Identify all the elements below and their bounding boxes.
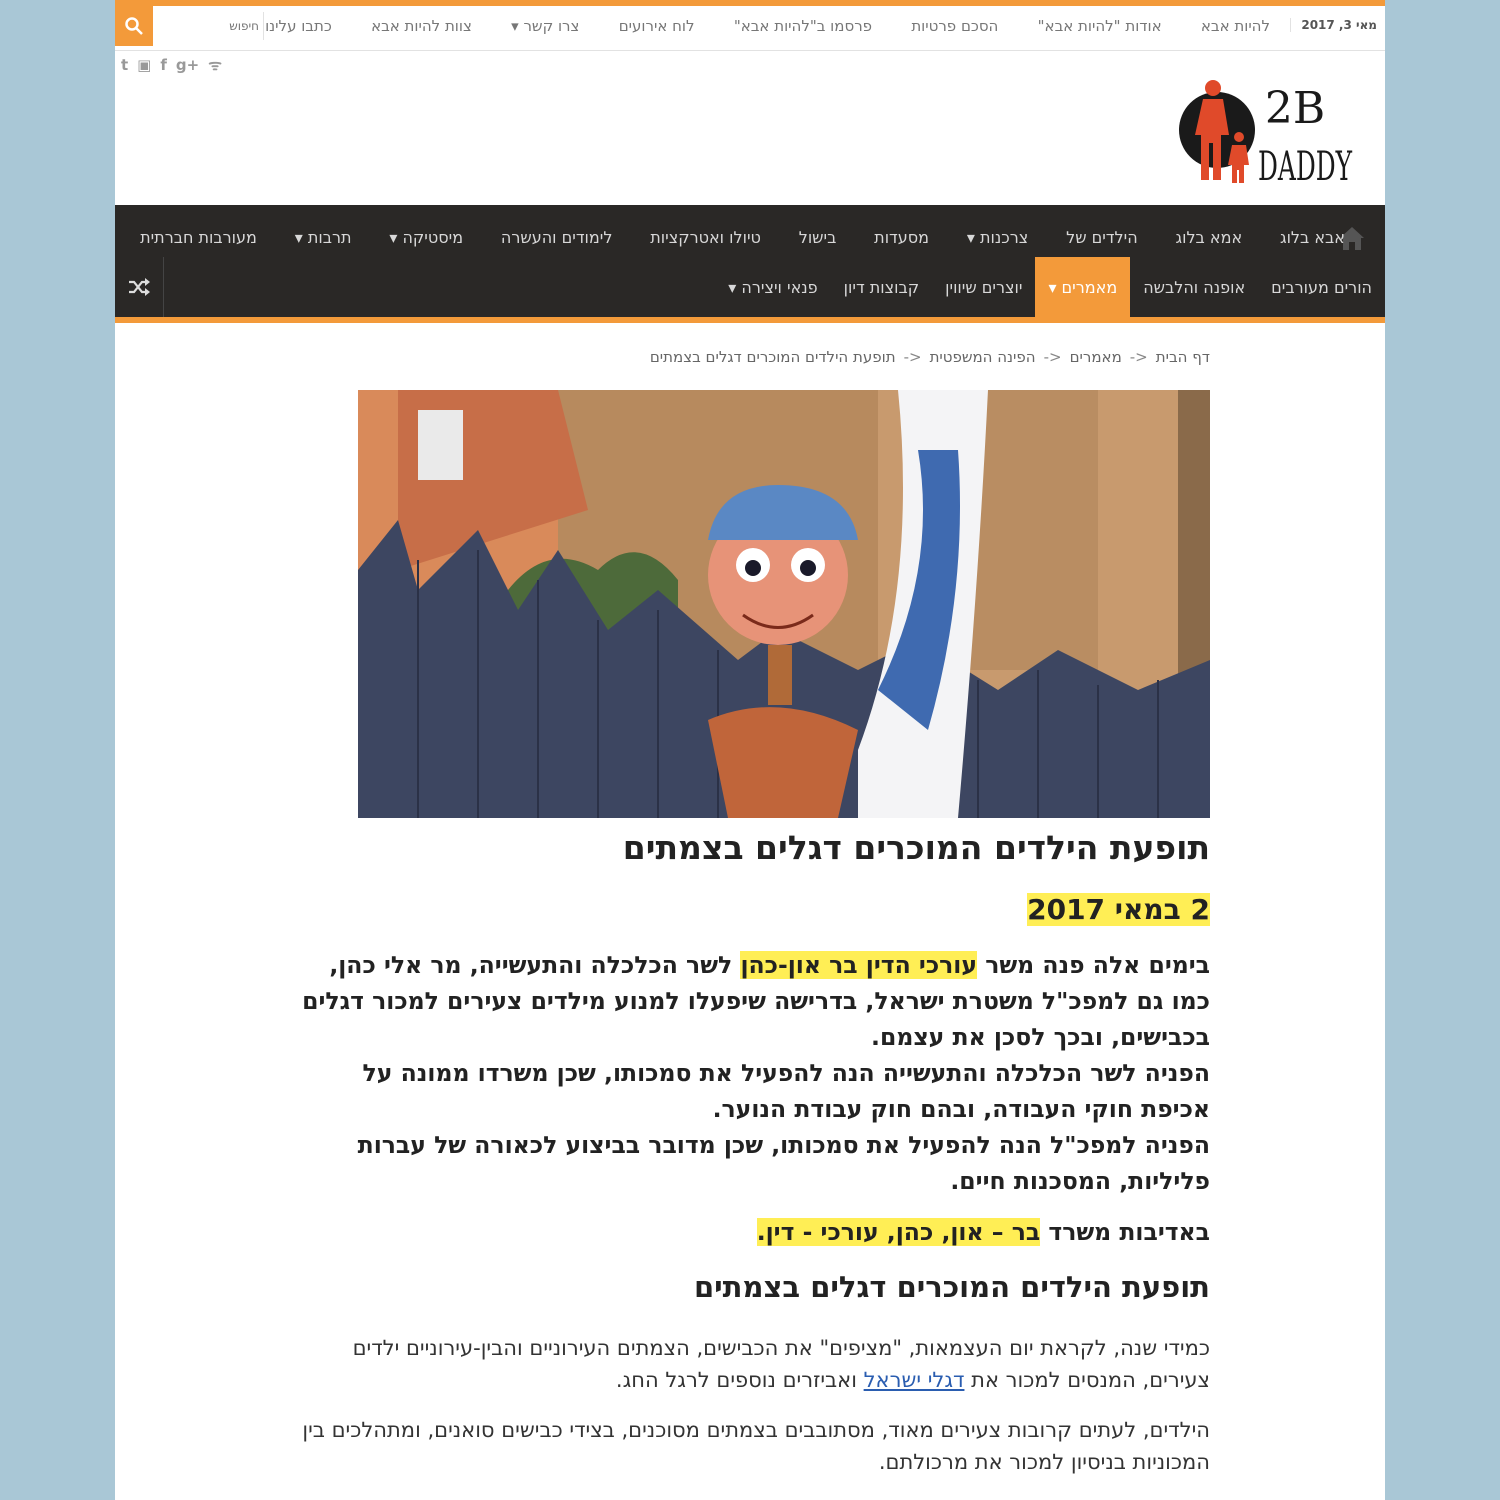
- top-link[interactable]: כתבו עלינו: [265, 17, 332, 35]
- nav-item[interactable]: [1130, 257, 1258, 317]
- nav-item[interactable]: [715, 257, 830, 317]
- article-subtitle: תופעת הילדים המוכרים דגלים בצמתים: [693, 1270, 1210, 1304]
- nav-item-active[interactable]: [1035, 257, 1130, 317]
- nav-item[interactable]: אמא בלוג: [1175, 227, 1243, 247]
- breadcrumb-current: תופעת הילדים המוכרים דגלים בצמתים: [649, 348, 896, 366]
- nav-item[interactable]: מיסטיקה ▾: [389, 227, 464, 247]
- nav-row-primary: [140, 217, 1345, 257]
- nav-item-label: פנאי ויצירה ▾: [728, 277, 818, 297]
- random-post-button[interactable]: [115, 257, 164, 317]
- top-link[interactable]: לוח אירועים: [618, 17, 695, 35]
- nav-item-label: יוצרים שיווין: [945, 277, 1023, 297]
- nav-item-label: אופנה והלבשה: [1143, 277, 1246, 297]
- paragraph-1: [300, 947, 1210, 1055]
- b2-after: ואביזרים נוספים לרגל החג.: [615, 1368, 857, 1392]
- b2-before: כמידי שנה, לקראת יום העצמאות, "מציפים" את הכבישים, הצמתים העירוניים והבין-עירוניים ילדים צעירים, המנסים למכור את: [352, 1336, 1210, 1392]
- nav-item-label: קבוצות דיון: [843, 277, 920, 297]
- top-link[interactable]: פרסמו ב"להיות אבא": [733, 17, 873, 35]
- nav-accent-line: [115, 317, 1385, 323]
- p1-before: בימים אלה פנה משר: [985, 951, 1210, 979]
- nav-item[interactable]: [932, 257, 1035, 317]
- attrib-highlight: בר – און, כהן, עורכי - דין.: [756, 1218, 1041, 1246]
- attrib-before: באדיבות משרד: [1048, 1218, 1210, 1246]
- breadcrumb: [650, 348, 1210, 366]
- youtube-icon[interactable]: ▣: [137, 56, 152, 74]
- p1-after: לשר הכלכלה והתעשייה, מר אלי כהן, כמו גם למפכ"ל משטרת ישראל, בדרישה שיפעלו למנוע מילדים צעירים למכור דגלים בכבישים, ובכך לסכן את עצמם.: [302, 951, 1210, 1051]
- nav-item-label: הורים מעורבים: [1271, 277, 1372, 297]
- top-link[interactable]: צרו קשר ▾: [511, 17, 580, 35]
- body-paragraph-1: [300, 1332, 1210, 1396]
- article-hero-image: [358, 390, 1210, 818]
- top-bar: [115, 6, 1385, 51]
- top-link[interactable]: להיות אבא: [1200, 17, 1270, 35]
- nav-item[interactable]: טיולו ואטרקציות: [650, 227, 761, 247]
- paragraph-2: הפניה לשר הכלכלה והתעשייה הנה להפעיל את סמכותו, שכן משרדו ממונה על אכיפת חוקי העבודה, ובהם חוק עבודת הנוער.: [362, 1059, 1210, 1123]
- breadcrumb-item[interactable]: דף הבית: [1155, 348, 1210, 366]
- top-link[interactable]: צוות להיות אבא: [371, 17, 472, 35]
- top-link[interactable]: אודות "להיות אבא": [1037, 17, 1162, 35]
- paragraph-3: הפניה למפכ"ל הנה להפעיל את סמכותו, שכן מדובר בביצוע לכאורה של עברות פליליות, המסכנות חיים.: [357, 1131, 1210, 1195]
- tumblr-icon[interactable]: t: [121, 56, 129, 74]
- body-paragraph-2: הילדים, לעתים קרובות צעירים מאוד, מסתובבים בצמתים מסוכנים, בצידי כבישים סואנים, ומתהלכים בין המכוניות בניסיון למכור את מרכולתם.: [302, 1418, 1210, 1474]
- flags-link[interactable]: דגלי ישראל: [863, 1368, 965, 1392]
- breadcrumb-separator: <-: [1043, 348, 1062, 366]
- main-nav: [115, 205, 1385, 317]
- page: [115, 0, 1385, 1500]
- site-logo[interactable]: [1177, 75, 1357, 190]
- article-title: תופעת הילדים המוכרים דגלים בצמתים: [622, 828, 1210, 867]
- article-date: [300, 893, 1210, 926]
- article-date-text: 2 במאי 2017: [1027, 893, 1210, 926]
- breadcrumb-separator: <-: [903, 348, 922, 366]
- logo-text-bottom: DADDY: [1258, 144, 1353, 190]
- breadcrumb-separator: <-: [1129, 348, 1148, 366]
- top-link[interactable]: הסכם פרטיות: [911, 17, 999, 35]
- attribution: [300, 1218, 1210, 1246]
- top-nav: [265, 6, 1270, 46]
- nav-item[interactable]: [1258, 257, 1385, 317]
- article-intro: [300, 947, 1210, 1199]
- facebook-icon[interactable]: f: [160, 56, 167, 74]
- search-button[interactable]: [115, 6, 153, 46]
- nav-item[interactable]: תרבות ▾: [294, 227, 352, 247]
- nav-item[interactable]: צרכנות ▾: [966, 227, 1029, 247]
- nav-item[interactable]: [831, 257, 932, 317]
- breadcrumb-item[interactable]: הפינה המשפטית: [929, 348, 1036, 366]
- nav-item[interactable]: אבא בלוג: [1279, 227, 1345, 247]
- logo-text-top: 2B: [1264, 83, 1326, 134]
- nav-item[interactable]: מסעדות: [874, 227, 930, 247]
- rss-icon[interactable]: ᯤ: [208, 56, 222, 74]
- nav-item[interactable]: מעורבות חברתית: [140, 227, 257, 247]
- shuffle-icon: [127, 277, 151, 297]
- nav-item[interactable]: הילדים של: [1066, 227, 1138, 247]
- search-input[interactable]: [155, 12, 264, 40]
- search-icon: [124, 16, 144, 36]
- nav-item-label: מאמרים ▾: [1048, 277, 1118, 297]
- nav-item[interactable]: בישול: [798, 227, 837, 247]
- breadcrumb-item[interactable]: מאמרים: [1069, 348, 1122, 366]
- social-links: [121, 55, 222, 75]
- nav-row-secondary: [715, 257, 1385, 317]
- nav-item[interactable]: לימודים והעשרה: [500, 227, 613, 247]
- current-date: מאי 3, 2017: [1290, 18, 1377, 32]
- law-firm-highlight: עורכי הדין בר און-כהן: [740, 951, 978, 979]
- google-plus-icon[interactable]: g+: [175, 56, 200, 74]
